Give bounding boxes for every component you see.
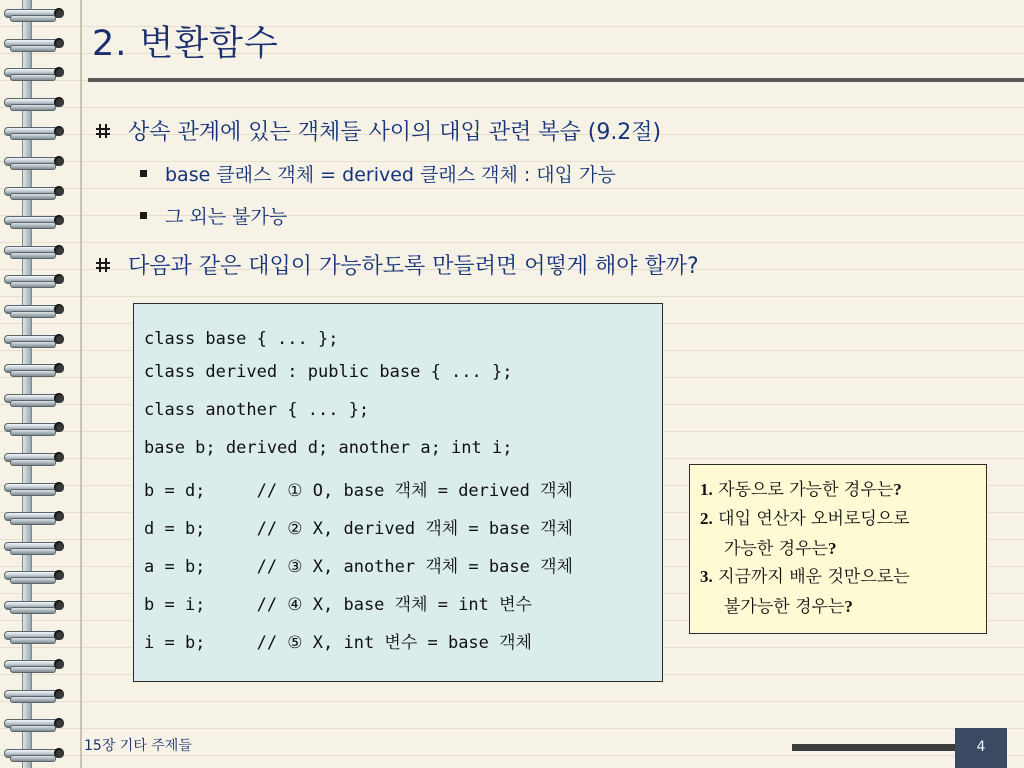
question-item [700,562,910,622]
question-text: 대입 연산자 오버로딩으로 [718,509,910,529]
binding-ring-icon [0,387,72,413]
binding-ring-icon [0,564,72,590]
question-mark: ? [827,539,837,558]
page-number-box [955,728,1007,768]
page-number: 4 [976,739,986,755]
binding-ring-icon [0,653,72,679]
question-text: 지금까지 배운 것만으로는 [718,567,910,587]
sub-bullet-item [140,202,287,229]
title-underline [88,78,1024,82]
code-line: i = b; // ⑤ X, int 변수 = base 객체 [144,633,532,653]
bullet-item [94,115,661,146]
question-number: 3. [700,567,713,586]
code-line: a = b; // ③ X, another 객체 = base 객체 [144,557,573,577]
binding-ring-icon [0,357,72,383]
code-box [133,303,663,682]
hash-bullet-icon [94,256,112,274]
hash-bullet-icon [94,122,112,140]
question-mark: ? [844,597,853,616]
slide-title: 2. 변환함수 [92,24,279,64]
code-line: class derived : public base { ... }; [144,362,513,382]
question-box [689,464,987,634]
question-mark: ? [893,480,902,499]
square-bullet-icon [140,170,147,177]
bullet-text: 다음과 같은 대입이 가능하도록 만들려면 어떻게 해야 할까? [128,254,699,279]
sub-bullet-text: 그 외는 불가능 [165,206,288,228]
footer-bar [792,744,964,751]
question-text-cont: 가능한 경우는 [724,539,828,559]
binding-ring-icon [0,594,72,620]
code-line: class another { ... }; [144,400,370,420]
binding-ring-icon [0,476,72,502]
question-number: 2. [700,509,713,528]
binding-ring-icon [0,239,72,265]
binding-ring-icon [0,268,72,294]
sub-bullet-item [140,160,616,187]
binding-ring-icon [0,446,72,472]
question-item [700,504,910,564]
binding-ring-icon [0,505,72,531]
question-text: 자동으로 가능한 경우는 [718,480,894,500]
question-number: 1. [700,480,713,499]
binding-ring-icon [0,298,72,324]
binding-ring-icon [0,91,72,117]
binding-ring-icon [0,180,72,206]
binding-ring-icon [0,32,72,58]
bullet-text: 상속 관계에 있는 객체들 사이의 대입 관련 복습 (9.2절) [128,120,662,145]
binding-ring-icon [0,328,72,354]
binding-ring-icon [0,2,72,28]
binding-ring-icon [0,535,72,561]
question-item [700,475,902,505]
binding-ring-icon [0,120,72,146]
question-text-cont: 불가능한 경우는 [724,597,845,617]
code-line: b = d; // ① O, base 객체 = derived 객체 [144,481,573,501]
binding-ring-icon [0,683,72,709]
binding-ring-icon [0,150,72,176]
square-bullet-icon [140,212,147,219]
code-line: base b; derived d; another a; int i; [144,438,513,458]
binding-ring-icon [0,209,72,235]
bullet-item [94,249,699,280]
binding-ring-icon [0,416,72,442]
binding-ring-icon [0,712,72,738]
code-line: class base { ... }; [144,329,339,349]
footer-chapter: 15장 기타 주제들 [84,738,192,754]
spiral-binding [0,0,72,768]
margin-line [80,0,82,768]
code-line: b = i; // ④ X, base 객체 = int 변수 [144,595,532,615]
code-line: d = b; // ② X, derived 객체 = base 객체 [144,519,573,539]
binding-ring-icon [0,624,72,650]
binding-ring-icon [0,742,72,768]
binding-ring-icon [0,61,72,87]
sub-bullet-text: base 클래스 객체 = derived 클래스 객체 : 대입 가능 [165,164,616,186]
